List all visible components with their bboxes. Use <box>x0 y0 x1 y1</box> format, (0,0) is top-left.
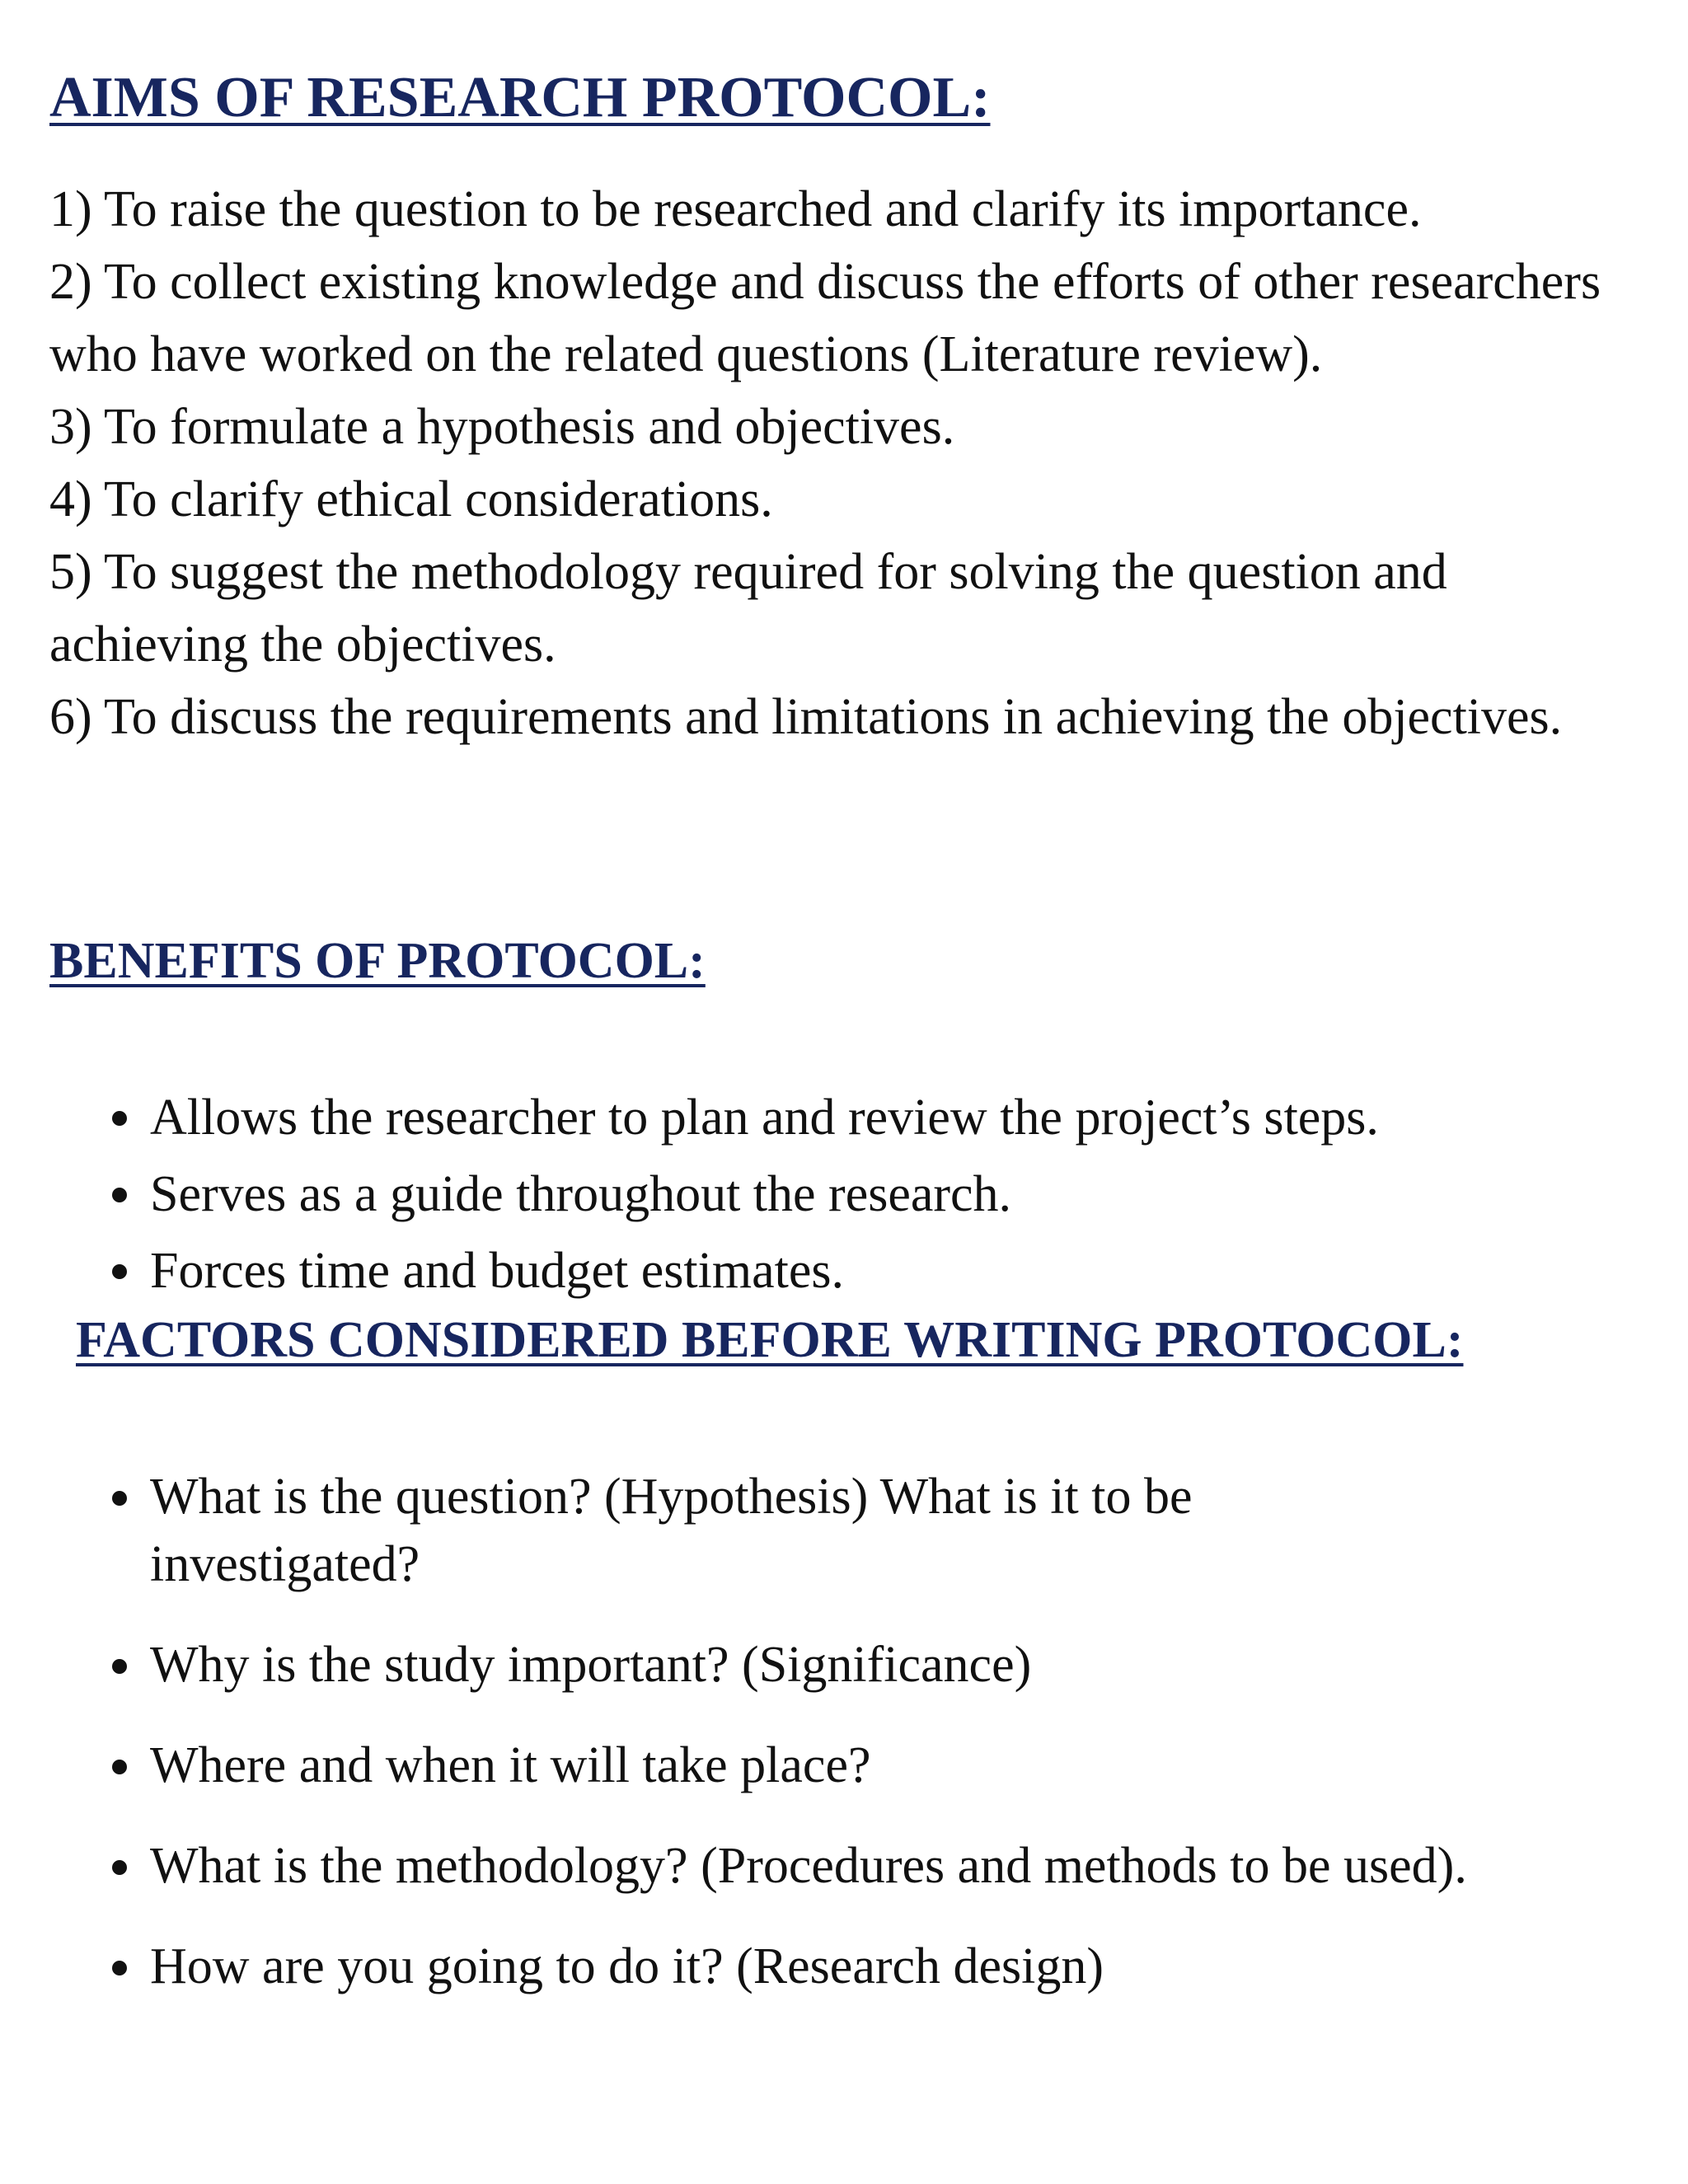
aim-item-4: 4) To clarify ethical considerations. <box>49 471 773 527</box>
benefits-heading: BENEFITS OF PROTOCOL: <box>49 933 706 989</box>
benefit-item-2 <box>0 1156 1379 1233</box>
factor-item-4 <box>0 1832 1566 1900</box>
factor-item-4-text: What is the methodology? (Procedures and methods to be used). <box>150 1838 1467 1894</box>
factor-item-3-text: Where and when it will take place? <box>150 1737 871 1793</box>
factors-heading: FACTORS CONSIDERED BEFORE WRITING PROTOCOL: <box>76 1312 1464 1368</box>
benefit-item-3-text: Forces time and budget estimates. <box>150 1243 844 1299</box>
factor-item-5 <box>0 1933 1566 2000</box>
aims-list <box>49 173 1648 753</box>
benefit-item-1 <box>0 1080 1379 1156</box>
factor-item-1 <box>0 1463 1566 1598</box>
benefit-item-1-text: Allows the researcher to plan and review the project’s steps. <box>150 1090 1379 1146</box>
aim-item-1: 1) To raise the question to be researched and clarify its importance. <box>49 181 1422 237</box>
aim-item-2: 2) To collect existing knowledge and discuss the efforts of other researchers who have worked on the related questions (Literature review). <box>49 254 1601 382</box>
aims-heading: AIMS OF RESEARCH PROTOCOL: <box>49 66 991 129</box>
bullet-icon <box>112 1760 127 1774</box>
aim-item-3: 3) To formulate a hypothesis and objectives. <box>49 399 955 455</box>
factor-item-3 <box>0 1732 1566 1799</box>
benefit-item-2-text: Serves as a guide throughout the research. <box>150 1166 1012 1222</box>
bullet-icon <box>112 1491 127 1506</box>
benefit-item-3 <box>0 1233 1379 1310</box>
factors-list <box>0 1463 1566 2033</box>
bullet-icon <box>112 1961 127 1975</box>
bullet-icon <box>112 1111 127 1126</box>
aim-item-6: 6) To discuss the requirements and limitations in achieving the objectives. <box>49 689 1563 745</box>
factor-item-2 <box>0 1631 1566 1699</box>
aim-item-5: 5) To suggest the methodology required for solving the question and achieving the objectives. <box>49 544 1447 673</box>
bullet-icon <box>112 1188 127 1202</box>
factor-item-2-text: Why is the study important? (Significance) <box>150 1637 1032 1693</box>
bullet-icon <box>112 1659 127 1674</box>
factor-item-1-text: What is the question? (Hypothesis) What is it to be investigated? <box>150 1469 1193 1592</box>
bullet-icon <box>112 1860 127 1875</box>
bullet-icon <box>112 1264 127 1279</box>
benefits-list <box>0 1080 1379 1310</box>
factor-item-5-text: How are you going to do it? (Research design) <box>150 1938 1104 1994</box>
